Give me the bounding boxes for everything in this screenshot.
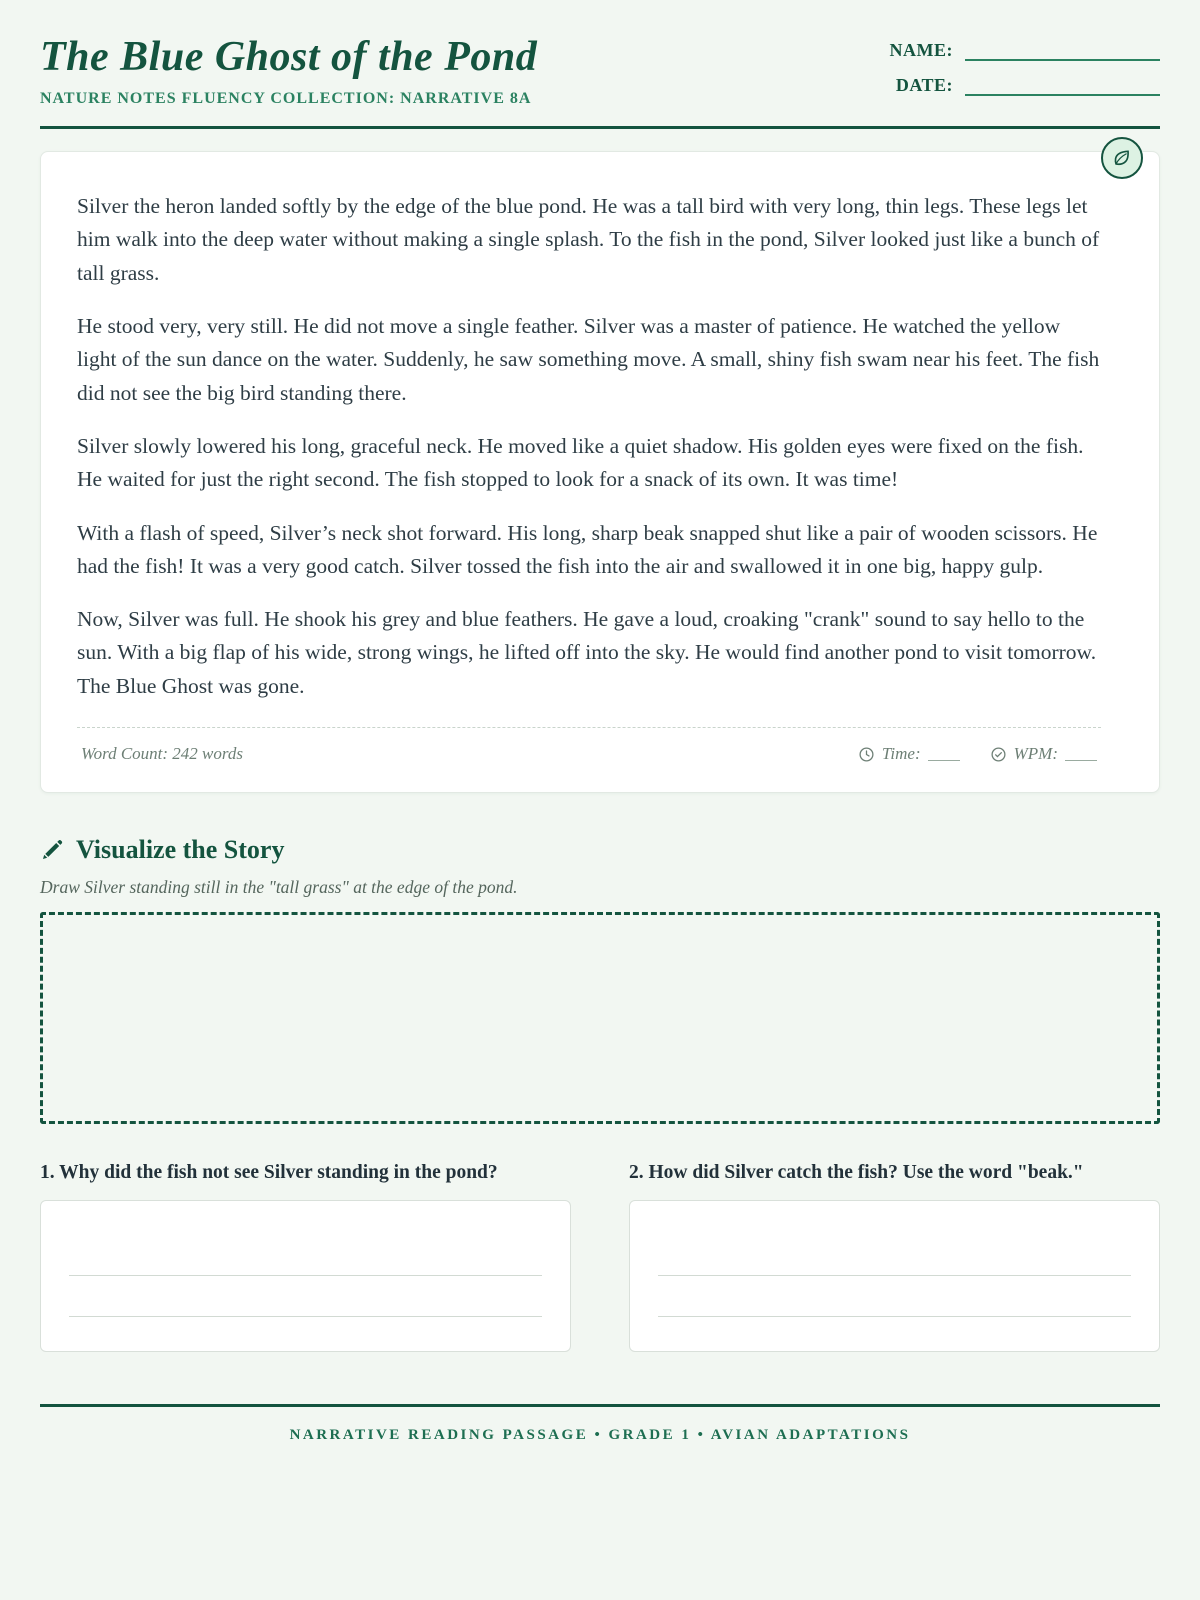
visualize-heading: Visualize the Story bbox=[76, 835, 285, 865]
answer-line bbox=[658, 1275, 1131, 1276]
check-circle-icon bbox=[990, 746, 1007, 763]
time-blank[interactable] bbox=[928, 747, 960, 761]
timing-block bbox=[858, 744, 1097, 764]
passage-card bbox=[40, 151, 1160, 793]
passage-paragraph: He stood very, very still. He did not move a single feather. Silver was a master of patience. He watched the yellow light of the sun dance on the water. Suddenly, he saw something move. A small, shiny fish swam near his feet. The fish did not see the big bird standing there. bbox=[77, 313, 1100, 405]
passage-paragraph: Silver slowly lowered his long, graceful neck. He moved like a quiet shadow. His golden eyes were fixed on the fish. He waited for just the right second. The fish stopped to look for a snack of its own. It was time! bbox=[77, 433, 1084, 492]
page-title: The Blue Ghost of the Pond bbox=[40, 34, 538, 80]
clock-icon bbox=[858, 746, 875, 763]
pencil-icon bbox=[40, 838, 64, 862]
question-1-answer-box[interactable] bbox=[40, 1200, 571, 1352]
passage-paragraph: Now, Silver was full. He shook his grey and blue feathers. He gave a loud, croaking "crank" sound to say hello to the sun. With a big flap of his wide, strong wings, he lifted off into the sky. He would find another pond to visit tomorrow. The Blue Ghost was gone. bbox=[77, 607, 1097, 698]
collection-subtitle: NATURE NOTES FLUENCY COLLECTION: NARRATIVE 8A bbox=[40, 90, 532, 108]
drawing-box[interactable] bbox=[40, 912, 1160, 1124]
name-input-line[interactable] bbox=[965, 41, 1160, 61]
question-2-text: 2. How did Silver catch the fish? Use the word "beak." bbox=[629, 1162, 1084, 1184]
questions-section bbox=[40, 1160, 1160, 1352]
wpm-blank[interactable] bbox=[1065, 747, 1097, 761]
answer-line bbox=[69, 1275, 542, 1276]
leaf-icon bbox=[1101, 137, 1143, 179]
time-label: Time: bbox=[881, 744, 921, 764]
question-2-answer-box[interactable] bbox=[629, 1200, 1160, 1352]
visualize-heading-row bbox=[40, 835, 1160, 865]
title-block bbox=[40, 34, 537, 108]
date-label: DATE: bbox=[895, 75, 953, 95]
page-footer bbox=[40, 1427, 1160, 1444]
worksheet-header bbox=[40, 34, 1160, 110]
passage-paragraph: Silver the heron landed softly by the edge of the blue pond. He was a tall bird with very long, thin legs. These legs let him walk into the deep water without making a single splash. To the fish in the pond, Silver looked just like a bunch of tall grass. bbox=[77, 194, 1100, 285]
passage-meta-row bbox=[77, 728, 1101, 772]
question-1 bbox=[40, 1160, 571, 1352]
footer-text: NARRATIVE READING PASSAGE • GRADE 1 • AVIAN ADAPTATIONS bbox=[289, 1427, 911, 1444]
date-input-line[interactable] bbox=[965, 76, 1160, 96]
question-2 bbox=[629, 1160, 1160, 1352]
wpm-field bbox=[990, 744, 1097, 764]
header-divider bbox=[40, 126, 1160, 129]
answer-line bbox=[69, 1316, 542, 1317]
time-field bbox=[858, 744, 960, 764]
footer-divider bbox=[40, 1404, 1160, 1407]
passage-paragraph: With a flash of speed, Silver’s neck shot forward. His long, sharp beak snapped shut like a pair of wooden scissors. He had the fish! It was a very good catch. Silver tossed the fish into the air and swallowed it in one big, happy gulp. bbox=[77, 520, 1098, 578]
visualize-instruction: Draw Silver standing still in the "tall grass" at the edge of the pond. bbox=[40, 877, 518, 898]
name-date-block bbox=[890, 34, 1161, 110]
date-row bbox=[890, 75, 1161, 96]
word-count: Word Count: 242 words bbox=[81, 744, 243, 764]
name-row bbox=[890, 40, 1161, 61]
answer-line bbox=[658, 1316, 1131, 1317]
name-label: NAME: bbox=[889, 40, 953, 60]
visualize-section bbox=[40, 835, 1160, 1124]
wpm-label: WPM: bbox=[1013, 744, 1058, 764]
question-1-text: 1. Why did the fish not see Silver standing in the pond? bbox=[40, 1162, 498, 1184]
